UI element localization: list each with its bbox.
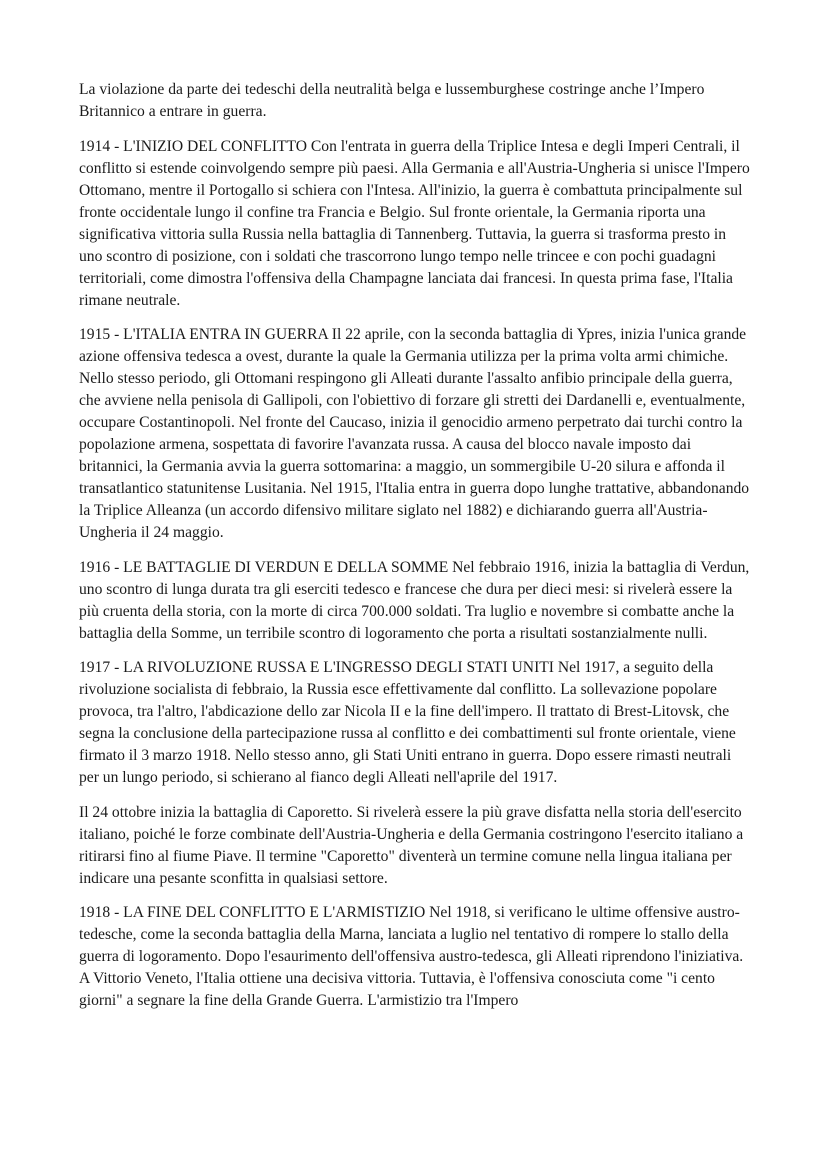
paragraph-1915: 1915 - L'ITALIA ENTRA IN GUERRA Il 22 aprile, con la seconda battaglia di Ypres, inizia l'unica grande azione offensiva tedesca a ovest, durante la quale la Germania utilizza per la prima volta armi chimiche. Nello stesso periodo, gli Ottomani respingono gli Alleati durante l'assalto anfibio principale della guerra, che avviene nella penisola di Gallipoli, con l'obiettivo di forzare gli stretti dei Dardanelli e, eventualmente, occupare Costantinopoli. Nel fronte del Caucaso, inizia il genocidio armeno perpetrato dai turchi contro la popolazione armena, sospettata di favorire l'avanzata russa. A causa del blocco navale imposto dai britannici, la Germania avvia la guerra sottomarina: a maggio, un sommergibile U-20 silura e affonda il transatlantico statunitense Lusitania. Nel 1915, l'Italia entra in guerra dopo lunghe trattative, abbandonando la Triplice Alleanza (un accordo difensivo militare siglato nel 1882) e dichiarando guerra all'Austria-Ungheria il 24 maggio.: [79, 326, 750, 541]
paragraph-1918: 1918 - LA FINE DEL CONFLITTO E L'ARMISTIZIO Nel 1918, si verificano le ultime offensive austro-tedesche, come la seconda battaglia della Marna, lanciata a luglio nel tentativo di rompere lo stallo della guerra di logoramento. Dopo l'esaurimento dell'offensiva austro-tedesca, gli Alleati riprendono l'iniziativa. A Vittorio Veneto, l'Italia ottiene una decisiva vittoria. Tuttavia, è l'offensiva conosciuta come "i cento giorni" a segnare la fine della Grande Guerra. L'armistizio tra l'Impero: [79, 904, 744, 1009]
paragraph-1916: 1916 - LE BATTAGLIE DI VERDUN E DELLA SOMME Nel febbraio 1916, inizia la battaglia di Verdun, uno scontro di lunga durata tra gli eserciti tedesco e francese che dura per dieci mesi: si rivelerà essere la più cruenta della storia, con la morte di circa 700.000 soldati. Tra luglio e novembre si combatte anche la battaglia della Somme, un terribile scontro di logoramento che porta a risultati sostanzialmente nulli.: [79, 558, 750, 642]
document-body: [79, 79, 751, 1025]
paragraph-1917: 1917 - LA RIVOLUZIONE RUSSA E L'INGRESSO DEGLI STATI UNITI Nel 1917, a seguito della rivoluzione socialista di febbraio, la Russia esce effettivamente dal conflitto. La sollevazione popolare provoca, tra l'altro, l'abdicazione dello zar Nicola II e la fine dell'impero. Il trattato di Brest-Litovsk, che segna la conclusione della partecipazione russa al conflitto e dei combattimenti sul fronte orientale, viene firmato il 3 marzo 1918. Nello stesso anno, gli Stati Uniti entrano in guerra. Dopo essere rimasti neutrali per un lungo periodo, si schierano al fianco degli Alleati nell'aprile del 1917.: [79, 659, 736, 786]
paragraph-1914: 1914 - L'INIZIO DEL CONFLITTO Con l'entrata in guerra della Triplice Intesa e degli Imperi Centrali, il conflitto si estende coinvolgendo sempre più paesi. Alla Germania e all'Austria-Ungheria si unisce l'Impero Ottomano, mentre il Portogallo si schiera con l'Intesa. All'inizio, la guerra è combattuta principalmente sul fronte occidentale lungo il confine tra Francia e Belgio. Sul fronte orientale, la Germania riporta una significativa vittoria sulla Russia nella battaglia di Tannenberg. Tuttavia, la guerra si trasforma presto in uno scontro di posizione, con i soldati che trascorrono lungo tempo nelle trincee e con pochi guadagni territoriali, come dimostra l'offensiva della Champagne lanciata dai francesi. In questa prima fase, l'Italia rimane neutrale.: [79, 137, 750, 309]
paragraph-caporetto: Il 24 ottobre inizia la battaglia di Caporetto. Si rivelerà essere la più grave disfatta nella storia dell'esercito italiano, poiché le forze combinate dell'Austria-Ungheria e della Germania costringono l'esercito italiano a ritirarsi fino al fiume Piave. Il termine "Caporetto" diventerà un termine comune nella lingua italiana per indicare una pesante sconfitta in qualsiasi settore.: [79, 803, 744, 887]
paragraph-intro: La violazione da parte dei tedeschi della neutralità belga e lussemburghese costringe anche l’Impero Britannico a entrare in guerra.: [79, 81, 705, 120]
